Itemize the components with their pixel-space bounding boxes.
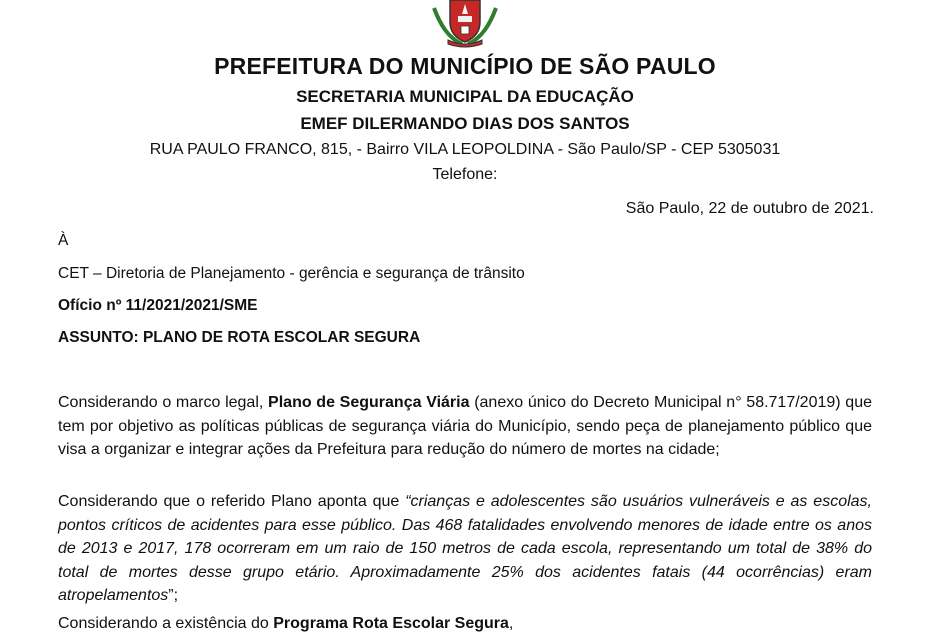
salutation: À bbox=[58, 232, 69, 249]
subject-line: ASSUNTO: PLANO DE ROTA ESCOLAR SEGURA bbox=[58, 329, 421, 346]
secretaria-name: SECRETARIA MUNICIPAL DA EDUCAÇÃO bbox=[296, 87, 634, 106]
page-title: PREFEITURA DO MUNICÍPIO DE SÃO PAULO bbox=[214, 53, 716, 79]
school-address: RUA PAULO FRANCO, 815, - Bairro VILA LEOPOLDINA - São Paulo/SP - CEP 5305031 bbox=[149, 141, 781, 158]
recipient-name: CET – Diretoria de Planejamento - gerência e segurança de trânsito bbox=[58, 265, 525, 282]
school-name: EMEF DILERMANDO DIAS DOS SANTOS bbox=[300, 114, 630, 133]
paragraph-1: Considerando o marco legal, Plano de Segurança Viária (anexo único do Decreto Municipal n° 58.717/2019) que tem por objetivo as políticas públicas de segurança viária do Município, sendo peça de planejamento público que visa a organizar e integrar ações da Prefeitura para redução do número de mortes na cidade; bbox=[58, 394, 872, 458]
phone-label: Telefone: bbox=[432, 166, 498, 183]
coat-of-arms-icon bbox=[428, 0, 502, 48]
letter-date: São Paulo, 22 de outubro de 2021. bbox=[625, 200, 874, 217]
oficio-number: Ofício nº 11/2021/2021/SME bbox=[58, 297, 258, 314]
paragraph-2: Considerando que o referido Plano aponta que “crianças e adolescentes são usuários vulneráveis e as escolas, pontos críticos de acidentes para esse público. Das 468 fatalidades envolvendo menores de idade entre os anos de 2013 e 2017, 178 ocorreram em um raio de 150 metros de cada escola, representando um total de 38% do total de mortes desse grupo etário. Aproximadamente 25% dos acidentes fatais (44 ocorrências) eram atropelamentos”; bbox=[58, 493, 873, 604]
paragraph-3: Considerando a existência do Programa Rota Escolar Segura, bbox=[58, 615, 514, 632]
